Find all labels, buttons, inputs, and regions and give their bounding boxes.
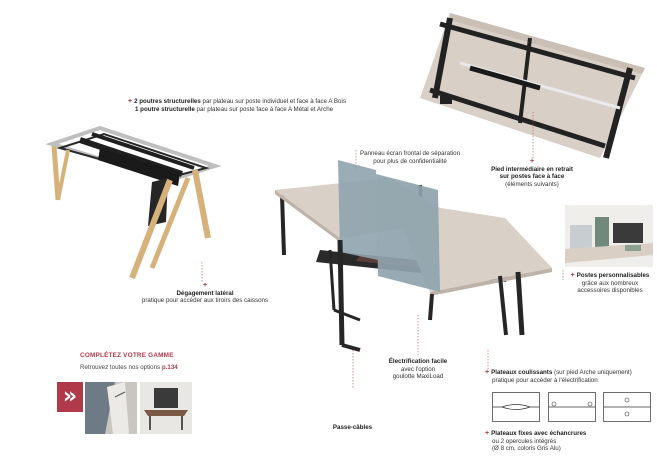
plus-icon: + [202, 282, 208, 289]
plateau-diagram-opercules-2 [603, 392, 651, 422]
passe-cables-label: Passe-câbles [332, 424, 373, 431]
degagement-label: + Dégagement latéral pratique pour accéder aux tiroirs des caissons [120, 282, 290, 305]
panneau-label: Panneau écran frontal de séparation pour plus de confidentialité [359, 150, 461, 165]
leader-pied [532, 112, 534, 160]
plus-icon: + [128, 98, 133, 105]
leader-passe-cables [352, 350, 354, 388]
gamme-page-link[interactable]: p.134 [161, 364, 178, 371]
gamme-photo-2 [140, 382, 192, 434]
leader-postes [562, 270, 564, 280]
leader-degagement [201, 262, 203, 282]
pied-label: + Pied intermédiaire en retrait sur postes face à face (éléments suivants) [462, 158, 602, 188]
electrification-label: Électrification facile avec l'option goulotte MaxiLoad [388, 358, 448, 381]
leader-electrification [417, 315, 419, 355]
plateaux-coulissants-label: + Plateaux coulissants (sur pied Arche uniquement) pratique pour accéder à l'électrification [485, 369, 632, 384]
gamme-arrow-box[interactable] [57, 382, 83, 412]
plus-icon: + [485, 369, 490, 376]
postes-label: + Postes personnalisables grâce aux nombreux accessoires disponibles [570, 272, 650, 295]
plateaux-fixes-label: + Plateaux fixes avec échancrures ou 2 opercules intégrés (Ø 8 cm, coloris Gris Alu) [485, 430, 587, 453]
leader-coulissants [487, 350, 489, 370]
bench-desk-illustration [270, 160, 560, 375]
plateau-diagram-opercules [548, 392, 596, 422]
plus-icon: + [570, 272, 575, 279]
frame-illustration [40, 118, 225, 288]
gamme-subtitle: Retrouvez toutes nos options p.134 [80, 364, 178, 371]
plus-icon: + [485, 430, 490, 437]
chevron-right-icon: » [62, 384, 78, 409]
postes-photo [565, 205, 653, 267]
plus-icon: + [529, 158, 535, 165]
gamme-title: COMPLÉTEZ VOTRE GAMME [80, 352, 174, 359]
plateau-diagram-echancrure [492, 392, 540, 422]
underside-illustration [420, 8, 655, 168]
poutres-label: + 2 poutres structurelles par plateau sur poste individuel et face à face A Bois 1 poutre structurelle par plateau sur poste face à face A Métal et Arche [128, 98, 346, 113]
gamme-photo-1 [85, 382, 137, 434]
